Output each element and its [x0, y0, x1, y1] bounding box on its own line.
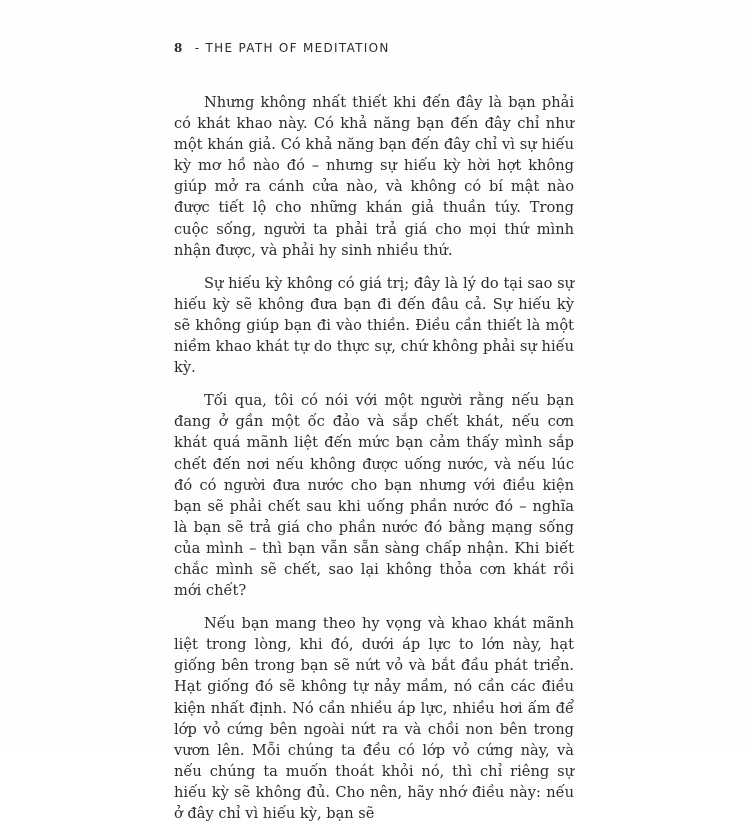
book-title: THE PATH OF MEDITATION — [205, 41, 390, 55]
paragraph-4: Nếu bạn mang theo hy vọng và khao khát mãnh liệt trong lòng, khi đó, dưới áp lực to lớn này, hạt giống bên trong bạn sẽ nứt vỏ và bắt đầu phát triển. Hạt giống đó sẽ không tự nảy mầm, nó cần các điều kiện nhất định. Nó cần nhiều áp lực, nhiều hơi ấm để lớp vỏ cứng bên ngoài nứt ra và chồi non bên trong vươn lên. Mỗi chúng ta đều có lớp vỏ cứng này, và nếu chúng ta muốn thoát khỏi nó, thì chỉ riêng sự hiếu kỳ sẽ không đủ. Cho nên, hãy nhớ điều này: nếu ở đây chỉ vì hiếu kỳ, bạn sẽ — [174, 615, 574, 822]
paragraph-3: Tối qua, tôi có nói với một người rằng nếu bạn đang ở gần một ốc đảo và sắp chết khát, nếu cơn khát quá mãnh liệt đến mức bạn cảm thấy mình sắp chết đến nơi nếu không được uống nước, và nếu lúc đó có người đưa nước cho bạn nhưng với điều kiện bạn sẽ phải chết sau khi uống phần nước đó – nghĩa là bạn sẽ trả giá cho phần nước đó bằng mạng sống của mình – thì bạn vẫn sẵn sàng chấp nhận. Khi biết chắc mình sẽ chết, sao lại không thỏa cơn khát rồi mới chết? — [174, 392, 574, 600]
page-number: 8 — [174, 41, 184, 55]
body-text — [174, 92, 574, 836]
paragraph-1: Nhưng không nhất thiết khi đến đây là bạn phải có khát khao này. Có khả năng bạn đến đây chỉ như một khán giả. Có khả năng bạn đến đây chỉ vì sự hiếu kỳ mơ hồ nào đó – nhưng sự hiếu kỳ hời hợt không giúp mở ra cánh cửa nào, và không có bí mật nào được tiết lộ cho những khán giả thuần túy. Trong cuộc sống, người ta phải trả giá cho mọi thứ mình nhận được, và phải hy sinh nhiều thứ. — [174, 94, 574, 259]
header-separator: - — [194, 41, 201, 55]
paragraph-2: Sự hiếu kỳ không có giá trị; đây là lý do tại sao sự hiếu kỳ sẽ không đưa bạn đi đến đâu cả. Sự hiếu kỳ sẽ không giúp bạn đi vào thiền. Điều cần thiết là một niềm khao khát tự do thực sự, chứ không phải sự hiếu kỳ. — [174, 274, 574, 377]
running-header — [174, 41, 390, 55]
